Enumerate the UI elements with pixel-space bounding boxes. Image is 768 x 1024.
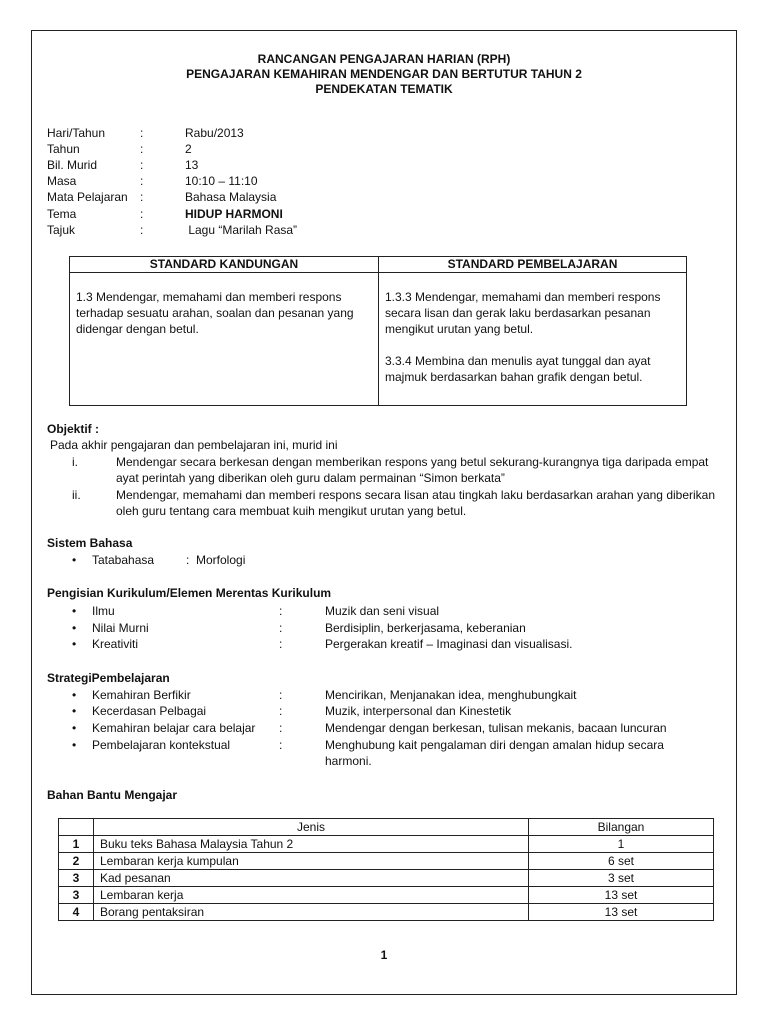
- kurikulum-item: [72, 636, 712, 652]
- bullet-icon: •: [72, 621, 77, 635]
- item-value: Pergerakan kreatif – Imaginasi dan visualisasi.: [325, 637, 573, 651]
- title-line-3: PENDEKATAN TEMATIK: [315, 82, 453, 96]
- row-jenis: Lembaran kerja kumpulan: [94, 853, 529, 870]
- standard-kandungan-cell: [70, 273, 379, 406]
- info-value: 10:10 – 11:10: [185, 174, 258, 188]
- bullet-icon: •: [72, 688, 77, 702]
- table-row: [59, 870, 714, 887]
- title-line-1: RANCANGAN PENGAJARAN HARIAN (RPH): [257, 52, 511, 66]
- item-colon: :: [279, 621, 283, 635]
- table-row: [59, 853, 714, 870]
- info-colon: :: [140, 223, 144, 237]
- item-colon: :: [279, 688, 283, 702]
- bahan-table: [58, 818, 714, 921]
- strategi-heading: StrategiPembelajaran: [47, 671, 170, 685]
- info-label: Tema: [47, 207, 77, 221]
- bullet-icon: •: [72, 704, 77, 718]
- table-row: [59, 836, 714, 853]
- row-no: 3: [59, 887, 94, 904]
- table-row: [59, 904, 714, 921]
- item-key: Pembelajaran kontekstual: [92, 738, 231, 752]
- standard-pembelajaran-text-1: 1.3.3 Mendengar, memahami dan memberi respons secara lisan dan gerak laku berdasarkan pesanan mengikut urutan yang betul.: [385, 290, 661, 336]
- info-value: Bahasa Malaysia: [185, 190, 277, 204]
- item-value: Berdisiplin, berkerjasama, keberanian: [325, 621, 526, 635]
- objektif-intro: Pada akhir pengajaran dan pembelajaran ini, murid ini: [50, 438, 338, 452]
- item-key: Kecerdasan Pelbagai: [92, 704, 207, 718]
- info-colon: :: [140, 190, 144, 204]
- objektif-text: Mendengar, memahami dan memberi respons secara lisan atau tingkah laku berdasarkan arahan yang diberikan oleh guru tentang cara membuat kuih mengikut urutan yang betul.: [116, 488, 716, 518]
- header-no: [59, 819, 94, 836]
- row-no: 2: [59, 853, 94, 870]
- strategi-item: [72, 687, 712, 703]
- item-value: Menghubung kait pengalaman diri dengan amalan hidup secara harmoni.: [325, 738, 664, 768]
- info-value: HIDUP HARMONI: [185, 207, 283, 221]
- item-value: : Morfologi: [186, 553, 246, 567]
- item-key: Tatabahasa: [92, 553, 155, 567]
- row-jenis: Kad pesanan: [94, 870, 529, 887]
- objektif-heading: Objektif :: [47, 422, 100, 436]
- item-key: Kreativiti: [92, 637, 139, 651]
- row-jenis: Buku teks Bahasa Malaysia Tahun 2: [94, 836, 529, 853]
- item-value: Mendengar dengan berkesan, tulisan mekanis, bacaan luncuran: [325, 721, 667, 735]
- table-row: [59, 887, 714, 904]
- row-bilangan: 3 set: [529, 870, 714, 887]
- header-jenis: Jenis: [94, 819, 529, 836]
- item-colon: :: [279, 704, 283, 718]
- strategi-item: [72, 720, 712, 736]
- standard-pembelajaran-text-2: 3.3.4 Membina dan menulis ayat tunggal dan ayat majmuk berdasarkan bahan grafik dengan betul.: [385, 354, 651, 384]
- info-label: Tahun: [47, 142, 80, 156]
- row-jenis: Borang pentaksiran: [94, 904, 529, 921]
- objektif-number: ii.: [72, 488, 81, 502]
- item-colon: :: [279, 721, 283, 735]
- info-colon: :: [140, 174, 144, 188]
- item-key: Kemahiran belajar cara belajar: [92, 721, 256, 735]
- info-label: Hari/Tahun: [47, 126, 106, 140]
- info-colon: :: [140, 158, 144, 172]
- item-key: Nilai Murni: [92, 621, 149, 635]
- row-bilangan: 6 set: [529, 853, 714, 870]
- item-value: Muzik dan seni visual: [325, 604, 440, 618]
- page-number: 1: [380, 948, 388, 962]
- info-colon: :: [140, 142, 144, 156]
- row-bilangan: 1: [529, 836, 714, 853]
- info-label: Tajuk: [47, 223, 76, 237]
- item-key: Kemahiran Berfikir: [92, 688, 191, 702]
- header-standard-kandungan: STANDARD KANDUNGAN: [70, 257, 379, 273]
- strategi-item: [72, 737, 712, 768]
- row-no: 3: [59, 870, 94, 887]
- standards-table: [69, 256, 687, 406]
- row-bilangan: 13 set: [529, 904, 714, 921]
- info-value: Lagu “Marilah Rasa”: [185, 223, 298, 237]
- strategi-item: [72, 703, 712, 719]
- info-value: 13: [185, 158, 199, 172]
- item-key: Ilmu: [92, 604, 115, 618]
- item-colon: :: [279, 738, 283, 752]
- header-bilangan: Bilangan: [529, 819, 714, 836]
- bahan-heading: Bahan Bantu Mengajar: [47, 788, 178, 802]
- document-title: [0, 52, 768, 97]
- kurikulum-item: [72, 620, 712, 636]
- item-value: Mencirikan, Menjanakan idea, menghubungkait: [325, 688, 577, 702]
- info-value: Rabu/2013: [185, 126, 244, 140]
- title-line-2: PENGAJARAN KEMAHIRAN MENDENGAR DAN BERTUTUR TAHUN 2: [186, 67, 582, 81]
- row-jenis: Lembaran kerja: [94, 887, 529, 904]
- row-bilangan: 13 set: [529, 887, 714, 904]
- bullet-icon: •: [72, 721, 77, 735]
- bullet-icon: •: [72, 637, 77, 651]
- standard-pembelajaran-cell: [379, 273, 687, 406]
- item-value: Muzik, interpersonal dan Kinestetik: [325, 704, 512, 718]
- info-value: 2: [185, 142, 192, 156]
- kurikulum-heading: Pengisian Kurikulum/Elemen Merentas Kurikulum: [47, 586, 332, 600]
- header-standard-pembelajaran: STANDARD PEMBELAJARAN: [379, 257, 687, 273]
- info-label: Bil. Murid: [47, 158, 98, 172]
- objektif-text: Mendengar secara berkesan dengan memberikan respons yang betul sekurang-kurangnya tiga daripada empat ayat perintah yang diberikan oleh guru dalam permainan “Simon berkata”: [116, 455, 709, 485]
- sistem-bahasa-item: [72, 552, 712, 568]
- sistem-bahasa-heading: Sistem Bahasa: [47, 536, 133, 550]
- info-label: Mata Pelajaran: [47, 190, 128, 204]
- info-colon: :: [140, 126, 144, 140]
- bullet-icon: •: [72, 553, 77, 567]
- kurikulum-item: [72, 603, 712, 619]
- standard-kandungan-text: 1.3 Mendengar, memahami dan memberi respons terhadap sesuatu arahan, soalan dan pesanan yang didengar dengan betul.: [76, 290, 354, 336]
- info-label: Masa: [47, 174, 77, 188]
- objektif-number: i.: [72, 455, 78, 469]
- bullet-icon: •: [72, 738, 77, 752]
- row-no: 1: [59, 836, 94, 853]
- bullet-icon: •: [72, 604, 77, 618]
- item-colon: :: [279, 637, 283, 651]
- row-no: 4: [59, 904, 94, 921]
- item-colon: :: [279, 604, 283, 618]
- info-colon: :: [140, 207, 144, 221]
